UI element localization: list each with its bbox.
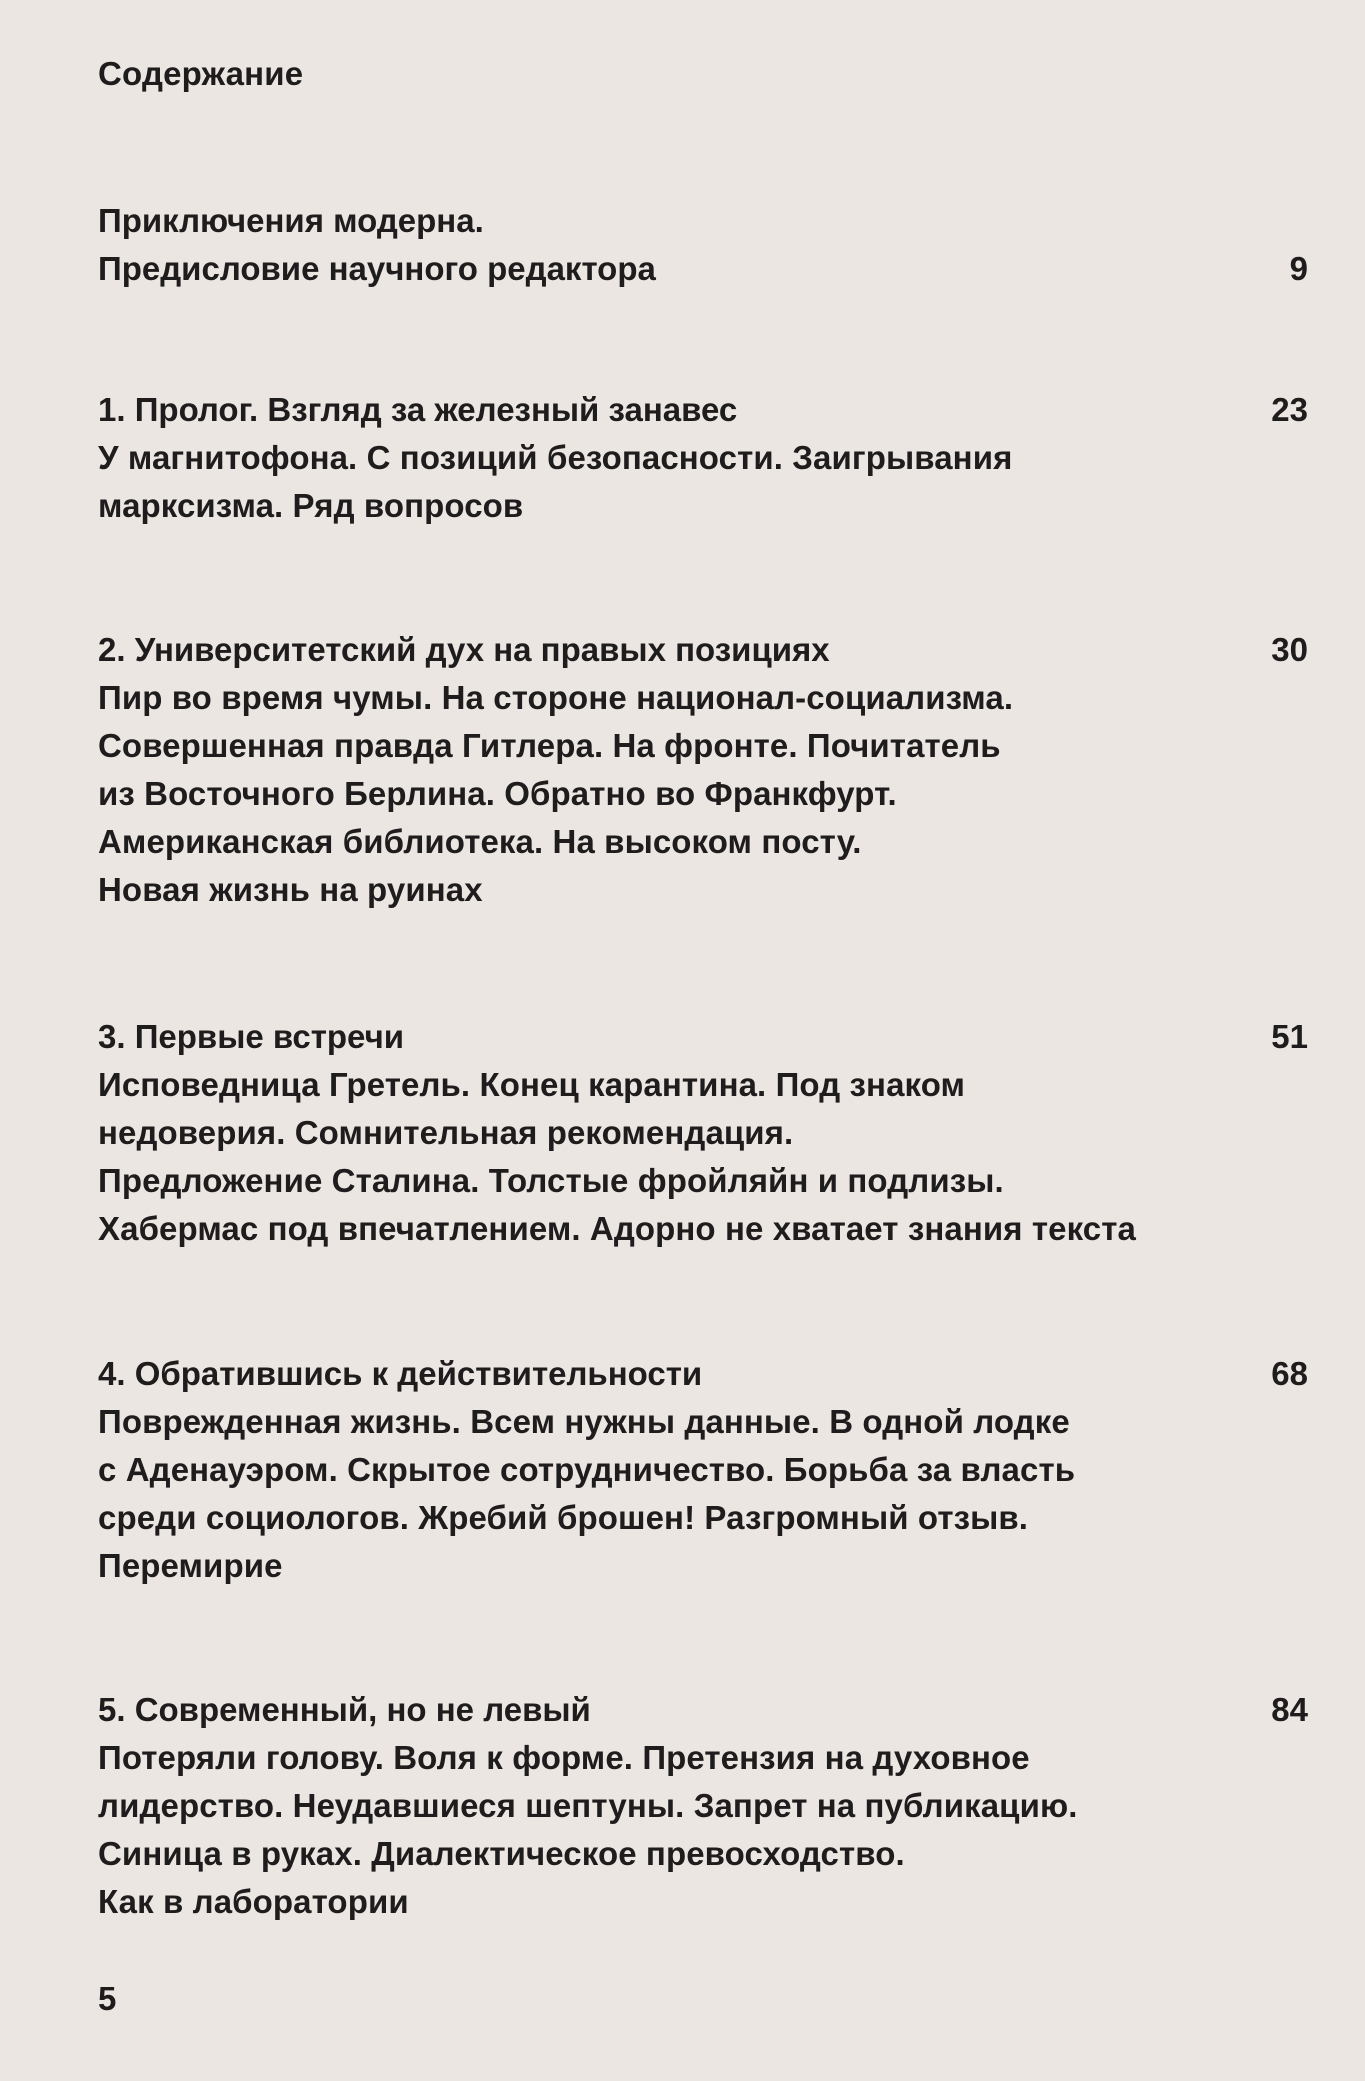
toc-entry-title <box>98 197 1308 293</box>
toc-subtitle-line: Исповедница Гретель. Конец карантина. Под знаком <box>98 1066 966 1103</box>
toc-page-number: 68 <box>1271 1355 1308 1392</box>
toc-subtitle-line: Перемирие <box>98 1547 283 1584</box>
toc-subtitle-line: с Аденауэром. Скрытое сотрудничество. Борьба за власть <box>98 1451 1076 1488</box>
toc-subtitle-line: Пир во время чумы. На стороне национал-социализма. <box>98 679 1014 716</box>
toc-subtitle-line: среди социологов. Жребий брошен! Разгромный отзыв. <box>98 1499 1029 1536</box>
toc-page-number: 23 <box>1271 391 1308 428</box>
page-title: Содержание <box>98 55 304 92</box>
toc-subtitle-line: Совершенная правда Гитлера. На фронте. Почитатель <box>98 727 1001 764</box>
toc-subtitle-line: Предложение Сталина. Толстые фройляйн и подлизы. <box>98 1162 1004 1199</box>
toc-subtitle-line: У магнитофона. С позиций безопасности. Заигрывания <box>98 439 1013 476</box>
toc-entry-title-line: 5. Современный, но не левый <box>98 1691 591 1728</box>
toc-entry-subtitles <box>98 1061 1258 1253</box>
toc-entry-chapter-1 <box>98 386 1308 530</box>
toc-entry-subtitles <box>98 1734 1258 1926</box>
toc-page-number: 9 <box>1289 250 1308 287</box>
toc-subtitle-line: Американская библиотека. На высоком посту. <box>98 823 862 860</box>
toc-entry-chapter-3 <box>98 1013 1308 1253</box>
toc-entry-title-line: 4. Обратившись к действительности <box>98 1355 703 1392</box>
toc-entry-title-line: 2. Университетский дух на правых позициях <box>98 631 830 668</box>
toc-entry-title <box>98 1013 1308 1061</box>
toc-entry-preface <box>98 197 1308 293</box>
toc-entry-chapter-5 <box>98 1686 1308 1926</box>
toc-entry-title <box>98 626 1308 674</box>
toc-entry-subtitles <box>98 434 1258 530</box>
toc-page-number: 51 <box>1271 1018 1308 1055</box>
toc-subtitle-line: Потеряли голову. Воля к форме. Претензия на духовное <box>98 1739 1030 1776</box>
toc-entry-subtitles <box>98 1398 1258 1590</box>
toc-subtitle-line: марксизма. Ряд вопросов <box>98 487 524 524</box>
toc-entry-subtitles <box>98 674 1258 914</box>
toc-entry-title <box>98 1686 1308 1734</box>
toc-subtitle-line: Хабермас под впечатлением. Адорно не хватает знания текста <box>98 1210 1136 1247</box>
toc-subtitle-line: лидерство. Неудавшиеся шептуны. Запрет на публикацию. <box>98 1787 1078 1824</box>
toc-entry-title <box>98 386 1308 434</box>
toc-page-number: 30 <box>1271 631 1308 668</box>
toc-entry-chapter-2 <box>98 626 1308 914</box>
toc-subtitle-line: из Восточного Берлина. Обратно во Франкфурт. <box>98 775 897 812</box>
toc-entry-title-line: 3. Первые встречи <box>98 1018 405 1055</box>
toc-subtitle-line: Синица в руках. Диалектическое превосходство. <box>98 1835 905 1872</box>
toc-entry-chapter-4 <box>98 1350 1308 1590</box>
toc-entry-title-line: 1. Пролог. Взгляд за железный занавес <box>98 391 738 428</box>
toc-entry-title-line: Предисловие научного редактора <box>98 250 656 287</box>
toc-entry-title-line: Приключения модерна. <box>98 202 484 239</box>
toc-entry-title <box>98 1350 1308 1398</box>
toc-subtitle-line: Новая жизнь на руинах <box>98 871 483 908</box>
toc-subtitle-line: недоверия. Сомнительная рекомендация. <box>98 1114 794 1151</box>
toc-page-number: 84 <box>1271 1691 1308 1728</box>
toc-subtitle-line: Как в лаборатории <box>98 1883 409 1920</box>
page-number-folio: 5 <box>98 1980 117 2017</box>
toc-subtitle-line: Поврежденная жизнь. Всем нужны данные. В одной лодке <box>98 1403 1070 1440</box>
